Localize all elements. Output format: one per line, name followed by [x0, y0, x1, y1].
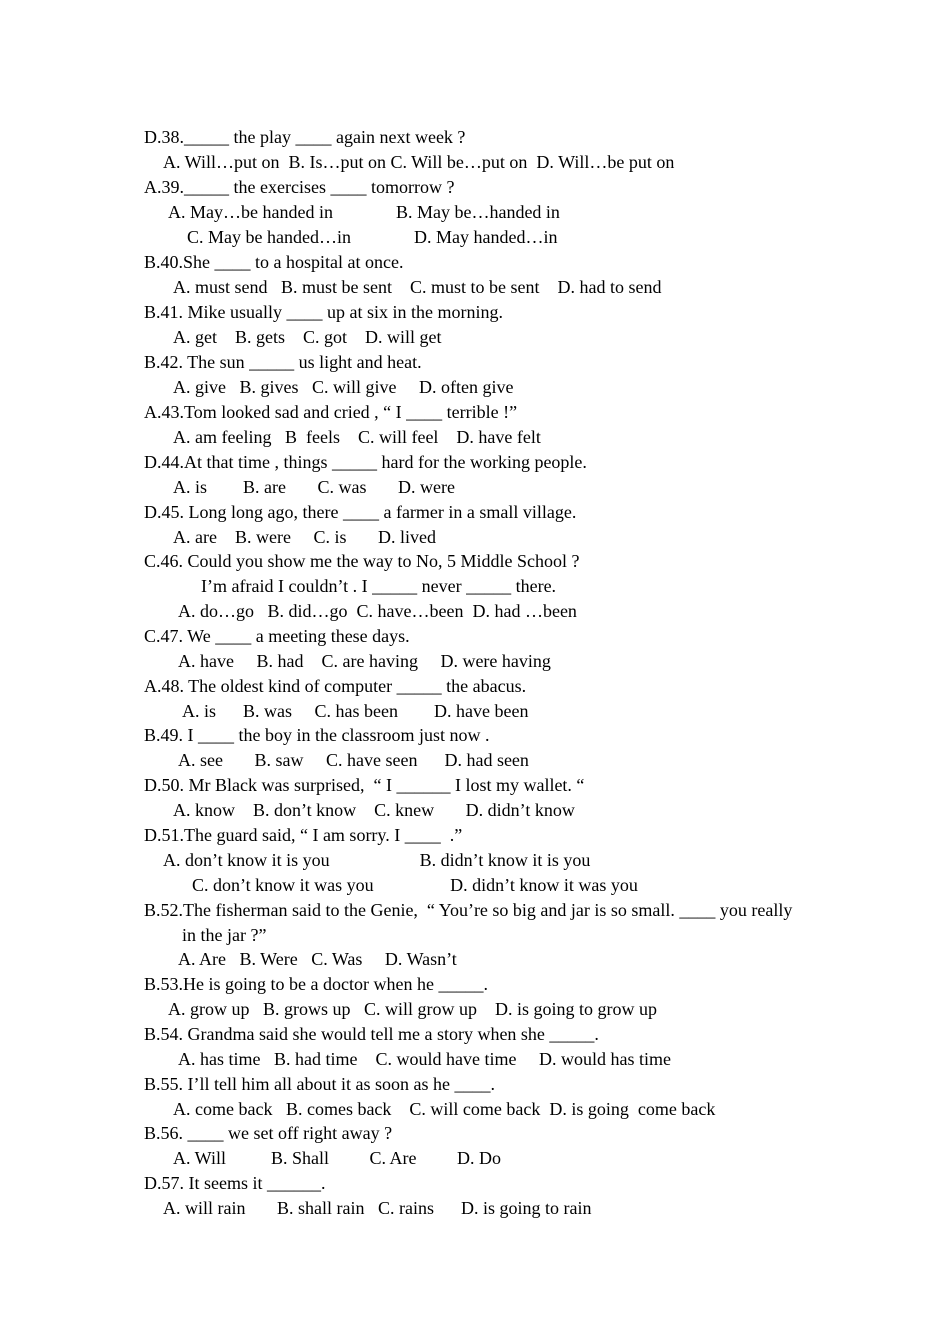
question-50-options: A. know B. don’t know C. knew D. didn’t know	[173, 800, 575, 820]
question-46-prompt: I’m afraid I couldn’t . I _____ never _____ there.	[201, 576, 557, 596]
question-39: A.39._____ the exercises ____ tomorrow ?	[144, 177, 455, 197]
question-41: B.41. Mike usually ____ up at six in the morning.	[144, 302, 503, 322]
question-51-options-row1: A. don’t know it is you B. didn’t know it is you	[163, 850, 591, 870]
question-38-options: A. Will…put on B. Is…put on C. Will be…put on D. Will…be put on	[163, 152, 675, 172]
question-51: D.51.The guard said, “ I am sorry. I ____ .”	[144, 825, 463, 845]
question-55: B.55. I’ll tell him all about it as soon as he ____.	[144, 1074, 495, 1094]
question-45: D.45. Long long ago, there ____ a farmer in a small village.	[144, 502, 577, 522]
question-55-options: A. come back B. comes back C. will come back D. is going come back	[173, 1099, 716, 1119]
question-52-options: A. Are B. Were C. Was D. Wasn’t	[178, 949, 457, 969]
question-48-options: A. is B. was C. has been D. have been	[182, 701, 529, 721]
question-56: B.56. ____ we set off right away ?	[144, 1123, 393, 1143]
question-57-options: A. will rain B. shall rain C. rains D. is going to rain	[163, 1198, 592, 1218]
question-40-options: A. must send B. must be sent C. must to be sent D. had to send	[173, 277, 662, 297]
question-41-options: A. get B. gets C. got D. will get	[173, 327, 442, 347]
question-57: D.57. It seems it ______.	[144, 1173, 326, 1193]
question-44-options: A. is B. are C. was D. were	[173, 477, 455, 497]
question-54: B.54. Grandma said she would tell me a story when she _____.	[144, 1024, 599, 1044]
question-49: B.49. I ____ the boy in the classroom just now .	[144, 725, 490, 745]
question-39-options-row2: C. May be handed…in D. May handed…in	[187, 227, 558, 247]
question-42-options: A. give B. gives C. will give D. often give	[173, 377, 514, 397]
question-45-options: A. are B. were C. is D. lived	[173, 527, 436, 547]
question-48: A.48. The oldest kind of computer _____ the abacus.	[144, 676, 527, 696]
question-49-options: A. see B. saw C. have seen D. had seen	[178, 750, 529, 770]
question-44: D.44.At that time , things _____ hard for the working people.	[144, 452, 587, 472]
question-50: D.50. Mr Black was surprised, “ I ______ I lost my wallet. “	[144, 775, 585, 795]
question-40: B.40.She ____ to a hospital at once.	[144, 252, 404, 272]
question-43-options: A. am feeling B feels C. will feel D. have felt	[173, 427, 541, 447]
question-53-options: A. grow up B. grows up C. will grow up D. is going to grow up	[168, 999, 657, 1019]
question-47-options: A. have B. had C. are having D. were having	[178, 651, 551, 671]
question-43: A.43.Tom looked sad and cried , “ I ____ terrible !”	[144, 402, 518, 422]
question-38: D.38._____ the play ____ again next week ?	[144, 127, 466, 147]
question-53: B.53.He is going to be a doctor when he _____.	[144, 974, 488, 994]
question-42: B.42. The sun _____ us light and heat.	[144, 352, 422, 372]
question-52: B.52.The fisherman said to the Genie, “ You’re so big and jar is so small. ____ you really	[144, 900, 793, 920]
question-52-continuation: in the jar ?”	[182, 925, 267, 945]
question-46-options: A. do…go B. did…go C. have…been D. had …been	[178, 601, 577, 621]
question-54-options: A. has time B. had time C. would have time D. would has time	[178, 1049, 671, 1069]
question-46: C.46. Could you show me the way to No, 5 Middle School ?	[144, 551, 580, 571]
question-51-options-row2: C. don’t know it was you D. didn’t know it was you	[192, 875, 638, 895]
question-56-options: A. Will B. Shall C. Are D. Do	[173, 1148, 501, 1168]
question-47: C.47. We ____ a meeting these days.	[144, 626, 410, 646]
question-39-options-row1: A. May…be handed in B. May be…handed in	[168, 202, 560, 222]
